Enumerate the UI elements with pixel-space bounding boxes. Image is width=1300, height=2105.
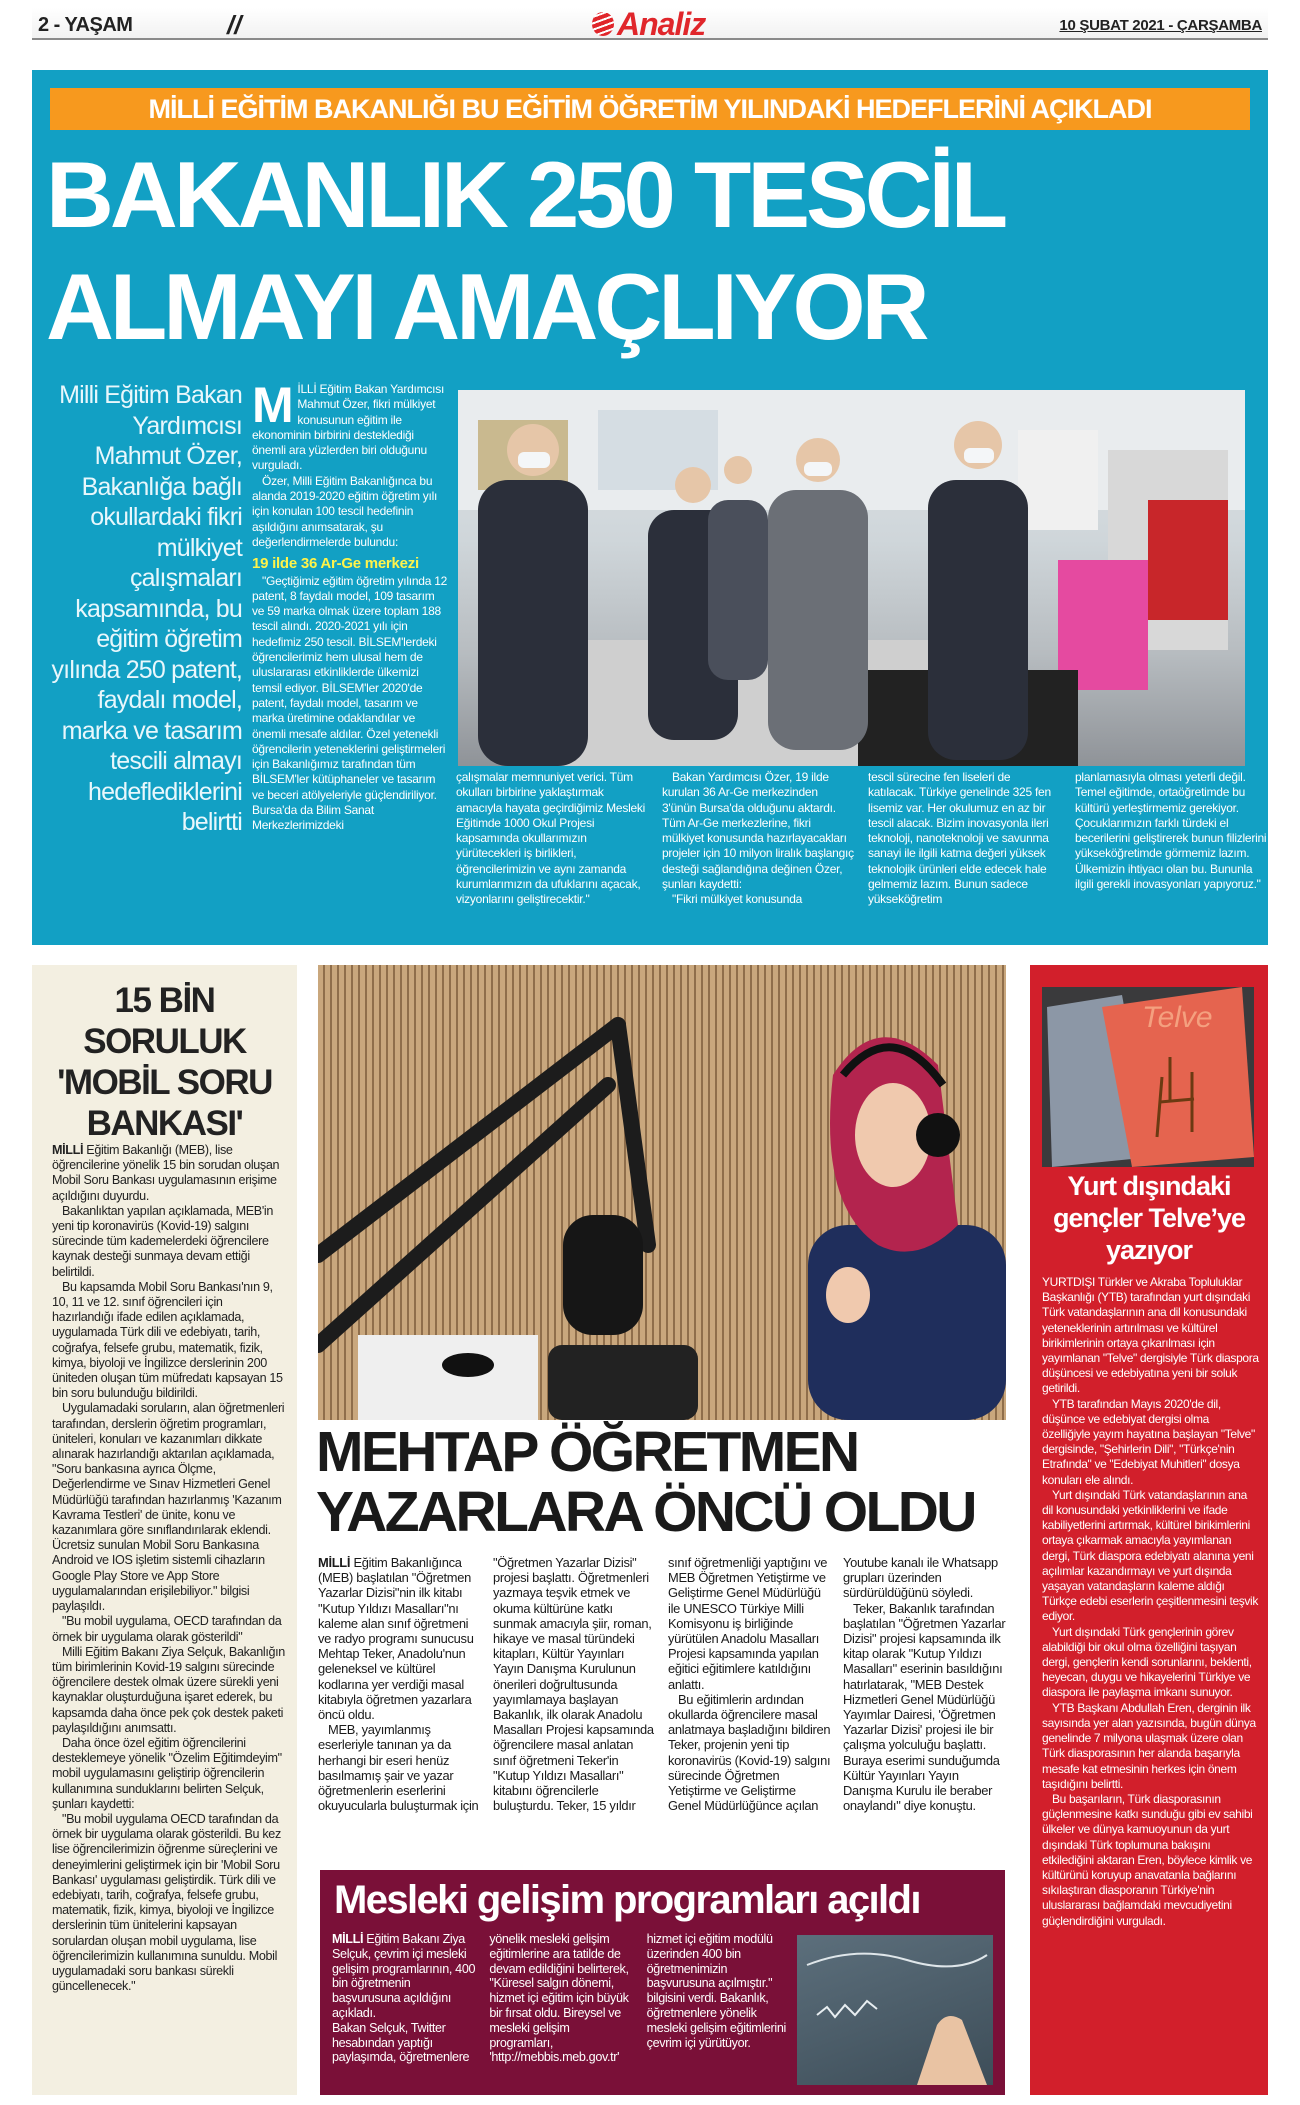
story-column-4 xyxy=(868,770,1060,940)
paragraph xyxy=(52,1645,287,1736)
telve-magazine-story xyxy=(1030,965,1268,2095)
paragraph-text: Bu kapsamda Mobil Soru Bankası'nın 9, 10, 11 ve 12. sınıf öğrencileri için hazırlandığı ifade edilen açıklamada, uygulamada Türk dili ve edebiyatı, tarih, coğrafya, felsefe grubu, matematik, fizik, kimya, biyoloji ve İngilizce derslerinin 200 üniteden oluşan tüm müfredatı kapsayan 15 bin soru bulunduğu bildirildi. xyxy=(52,1279,283,1401)
headline-line-1: BAKANLIK 250 TESCİL xyxy=(46,142,1005,247)
paragraph-text: Bakan Yardımcısı Özer, 19 ilde kurulan 36 Ar-Ge merkezinden 3'ünün Bursa'da olduğunu aktardı. Tüm Ar-Ge merkezlerine, fikri mülkiyet konusunda hazırlayacakları projeler için 10 milyon liralık başlangıç desteği sağlandığına değinen Özer, şunları kaydetti: xyxy=(662,770,854,892)
paragraph-text: YTB tarafından Mayıs 2020'de dil, düşünce ve edebiyat dergisi olma özelliğiyle yayım hayatına başlayan "Telve" dergisinde, "Şehirlerin Dili", "Türkçe'nin Etrafında" ve "Edebiyat Muhitleri" dosya konuları ele alındı. xyxy=(1042,1396,1255,1487)
photo-teacher-radio-studio xyxy=(318,965,1006,1420)
lead-word: MİLLİ xyxy=(52,1143,84,1157)
lead-word: MİLLİ xyxy=(332,1932,364,1946)
paragraph-text: YTB Başkanı Abdullah Eren, derginin ilk sayısında yer alan yazısında, bugün dünya genelinde 7 milyona ulaşmak üzere olan Türk diasporasının her alanda başarıyla mesafe kat etmesinin herkes için önem taşıdığını belirtti. xyxy=(1042,1700,1256,1791)
paragraph xyxy=(456,770,648,908)
paragraph xyxy=(1042,1397,1260,1488)
paragraph xyxy=(52,1614,287,1644)
paragraph-text: Yurt dışındaki Türk gençlerinin görev alabildiği bir okul olma özelliğini taşıyan dergi, gençlerin kendi sorunlarını, beklenti, heyecan, duygu ve hikayelerini Türkiye ve diaspora ile paylaşma imkanı sunuyor. xyxy=(1042,1624,1252,1700)
story-body xyxy=(52,1143,287,2088)
story-body xyxy=(1042,1275,1260,2090)
paragraph xyxy=(52,1736,287,1812)
paragraph xyxy=(1042,1792,1260,1929)
story-headline: MEHTAP ÖĞRETMEN YAZARLARA ÖNCÜ OLDU xyxy=(316,1420,975,1544)
paragraph xyxy=(843,1601,1006,1814)
paragraph-text: Bakan Selçuk, Twitter hesabından yaptığı paylaşımda, öğretmenlere yönelik mesleki gelişim eğitimlerine ara tatilde de devam edildiğini belirterek, "Küresel salgın dönemi, hizmet içi eğitim için büyük bir fırsat oldu. Bireysel ve mesleki gelişim programları, 'http://mebbis.meb.gov.tr' hizmet içi eğitim modülü üzerinden 400 bin öğretmenimizin başvurusuna açılmıştır." bilgisini verdi. Bakanlık, öğretmenlere yönelik mesleki gelişim eğitimlerini çevrim içi yürütüyor. xyxy=(332,1932,786,2065)
paragraph xyxy=(52,1204,287,1280)
section-label: 2 - YAŞAM xyxy=(38,14,133,36)
globe-logo-icon xyxy=(592,12,614,36)
paragraph xyxy=(332,1932,477,2021)
paragraph xyxy=(662,770,854,892)
paragraph-text: Eğitim Bakanı Ziya Selçuk, çevrim içi mesleki gelişim programlarının, 400 bin öğretmenin başvurusuna açıldığını açıkladı. xyxy=(332,1932,476,2020)
newspaper-logo xyxy=(592,8,705,40)
paragraph xyxy=(1042,1275,1260,1397)
story-body xyxy=(318,1555,1006,1860)
paragraph xyxy=(1042,1701,1260,1792)
story-column-5 xyxy=(1075,770,1267,940)
paragraph-text: çalışmalar memnuniyet verici. Tüm okulları birbirine yaklaştırmak amacıyla hayata geçirdiğimiz Mesleki Eğitimde 1000 Okul Projesi kapsamında okullarımızın yürütecekleri iş birlikleri, öğrencilerimizin ve aynı zamanda kurumlarımızın da ufuklarını açacak, vizyonlarını geliştirecektir." xyxy=(456,770,646,907)
issue-date: 10 ŞUBAT 2021 - ÇARŞAMBA xyxy=(1059,17,1262,34)
header-separator: // xyxy=(227,10,242,40)
main-story xyxy=(32,70,1268,945)
story-headline: Mesleki gelişim programları açıldı xyxy=(334,1878,920,1922)
photo-telve-magazines xyxy=(1042,987,1254,1167)
paragraph xyxy=(52,1812,287,1994)
paragraph-text: "Fikri mülkiyet konusunda xyxy=(672,892,803,907)
paragraph-text: Özer, Milli Eğitim Bakanlığınca bu alanda 2019-2020 eğitim öğretim yılı için konulan 100 tescil hedefinin aşıldığını anımsatarak, şu değerlendirmelerde bulundu: xyxy=(252,473,438,549)
paragraph-text: Eğitim Bakanlığı (MEB), lise öğrencilerine yönelik 15 bin sorudan oluşan Mobil Soru Bankası uygulamasının erişime açıldığını duyurdu. xyxy=(52,1143,280,1203)
story-column-2 xyxy=(456,770,648,940)
paragraph xyxy=(1042,1625,1260,1701)
paragraph xyxy=(318,1555,481,1722)
lead-word: MİLLİ xyxy=(318,1555,351,1570)
drop-cap: M xyxy=(252,382,294,433)
story-headline: 15 BİN SORULUK 'MOBİL SORU BANKASI' xyxy=(57,981,272,1143)
paragraph-text: Uygulamadaki soruların, alan öğretmenleri tarafından, derslerin öğretim programları, üniteleri, konuları ve kazanımları dikkate alınarak hazırlandığı aktarılan açıklamada, "Soru bankasına ayrıca Ölçme, Değerlendirme ve Sınav Hizmetleri Genel Müdürlüğü tarafından hazırlanmış 'Kazanım Kavrama Testleri' de ünite, konu ve kazanımlara göre sınıflandırılarak eklendi. Ücretsiz sunulan Mobil Soru Bankasına Android ve IOS işletim sistemli cihazların Google Play Store ve App Store uygulamalarından erişilebiliyor." bilgisi paylaşıldı. xyxy=(52,1401,285,1614)
logo-wordmark: Analiz xyxy=(617,6,706,42)
paragraph-text: planlamasıyla olması yeterli değil. Temel eğitimde, ortaöğretimde bu kültürü yerleştirmemiz gerekiyor. Çocuklarımızın farklı türdeki el becerilerini geliştirerek bunun filizlerini yükseköğretimde görmemiz lazım. Ülkemizin ihtiyacı olan bu. Bununla ilgili gerekli inovasyonları yapıyoruz." xyxy=(1075,770,1267,892)
story-column-3 xyxy=(662,770,854,940)
paragraph xyxy=(1075,770,1267,892)
paragraph-text: "Bu mobil uygulama OECD tarafından da örnek bir uygulama olarak gösterildi. Bu kez lise öğrencilerimizin öğrenme süreçlerini ve deneyimlerini geliştirmek için bir 'Mobil Soru Bankası' uygulaması geliştirdik. Türk dili ve edebiyatı, tarih, coğrafya, felsefe grubu, matematik, fizik, kimya, biyoloji ve İngilizce derslerinin tüm ünitelerini kapsayan sorulardan oluşan mobil uygulama, lise öğrencilerimizin kullanımına sunuldu. Mobil uygulamadaki soru bankası sürekli güncellenecek." xyxy=(52,1811,281,1994)
paragraph-text: Milli Eğitim Bakanı Ziya Selçuk, Bakanlığın tüm birimlerinin Kovid-19 salgını sürecinde öğrencilere destek olmak üzere sürekli yeni kaynaklar oluşturduğuna işaret ederek, bu kapsamda daha önce pek çok destek paketi paylaşıldığını anımsattı. xyxy=(52,1644,285,1735)
paragraph-text: Yurt dışındaki Türk vatandaşlarının ana dil konusundaki yetkinliklerini ve ifade kabiliyetlerini artırmak, kültürel birikimlerini ortaya çıkarmak amacıyla yayımlanan dergi, Türk diaspora edebiyatı alanına yeni açılımlar kazandırmayı ve yurt dışında yaşayan vatandaşların kaleme aldığı Türkçe edebi eserlerin çeşitlenmesini teşvik ediyor. xyxy=(1042,1487,1259,1624)
paragraph xyxy=(52,1280,287,1402)
paragraph-text: tescil sürecine fen liseleri de katılacak. Türkiye genelinde 325 fen lisemiz var. Her okulumuz en az bir tescil alacak. Bizim inovasyonla ileri teknoloji, nanoteknoloji ve savunma sanayi ile ilgili katma değeri yüksek teknolojik ürünleri elde edecek hale gelmemiz lazım. Bunun sadece yükseköğretim xyxy=(868,770,1051,907)
paragraph-text: "Geçtiğimiz eğitim öğretim yılında 12 patent, 8 faydalı model, 109 tasarım ve 59 marka olmak üzere toplam 188 tescil alındı. 2020-2021 yılı için hedefimiz 250 tescil. BİLSEM'lerdeki öğrencilerimiz hem ulusal hem de uluslararası etkinliklerde ülkemizi temsil ediyor. BİLSEM'ler 2020'de patent, faydalı model, tasarım ve marka üretimine odaklandılar ve önemli mesafe aldılar. Özel yetenekli öğrencilerin yeteneklerini geliştirmeleri için Bakanlığımız tarafından tüm BİLSEM'ler kütüphaneler ve tasarım ve beceri atölyeleriyle güçlendiriliyor. Bursa'da da Bilim Sanat Merkezlerimizdeki xyxy=(252,573,448,833)
subheading: 19 ilde 36 Ar-Ge merkezi xyxy=(252,555,419,573)
story-kicker: MİLLİ EĞİTİM BAKANLIĞI BU EĞİTİM ÖĞRETİM YILINDAKİ HEDEFLERİNİ AÇIKLADI xyxy=(50,88,1250,130)
headline-line-2: ALMAYI AMAÇLIYOR xyxy=(46,254,926,359)
paragraph-text: Daha önce özel eğitim öğrencilerini desteklemeye yönelik "Özelim Eğitimdeyim" mobil uygulamasını geliştirip öğrencilerin kullanımına sunduklarını belirten Selçuk, şunları kaydetti: xyxy=(52,1735,282,1811)
paragraph-text: MEB, yayımlanmış eserleriyle tanınan ya da herhangi bir eseri henüz basılmamış şair ve yazar öğretmenlerin eserlerini okuyucularla buluşturmak için "Öğretmen Yazarlar Dizisi" projesi başlattı. Öğretmenleri yazmaya teşvik etmek ve okuma kültürüne katkı sunmak amacıyla şiir, roman, hikaye ve masal türündeki kitapları, Kültür Yayınları Yayın Danışma Kurulunun önerileri doğrultusunda yayımlamaya başlayan Bakanlık, ilk olarak Anadolu Masalları Projesi kapsamında öğrencilere masal anlatan sınıf öğretmeni Teker'in "Kutup Yıldızı Masalları" kitabını öğrencilerle buluşturdu. Teker, 15 yıldır sınıf öğretmenliği yaptığını ve MEB Öğretmen Yetiştirme ve Geliştirme Genel Müdürlüğü ile UNESCO Türkiye Milli Komisyonu iş birliğinde yürütülen Anadolu Masalları Projesi kapsamında yapılan eğitici eğitimlere katıldığını anlattı. xyxy=(318,1555,828,1814)
paragraph-text: İLLİ Eğitim Bakan Yardımcısı Mahmut Özer, fikri mülkiyet konusunun eğitim ile ekonominin birbirini desteklediği önemli ara yüzlerden biri olduğunu vurguladı. xyxy=(252,382,445,473)
magazine-cover-title: Telve xyxy=(1142,1001,1213,1034)
paragraph-text: YURTDIŞI Türkler ve Akraba Topluluklar Başkanlığı (YTB) tarafından yurt dışındaki Türk vatandaşlarının ana dil konusundaki yeteneklerinin artırılması ve kültürel birikimlerinin ortaya çıkarılması için yayımlanan "Telve" dergisiyle Türk diaspora düşüncesi ve edebiyatına yeni bir soluk getirildi. xyxy=(1042,1275,1259,1396)
paragraph xyxy=(1042,1488,1260,1625)
page-header xyxy=(32,8,1268,40)
paragraph-text: Bu başarıların, Türk diasporasının güçlenmesine katkı sunduğu gibi ev sahibi ülkeler ve dünya kamuoyunun da yurt dışındaki Türk toplumuna bakışını etkilediğini aktaran Eren, böylece kimlik ve kültürünü koruyup anavatanla bağlarını sıkılaştıran diasporanın Türkiye'nin uluslararası bağlamdaki mevcudiyetini güçlendirdiğini vurguladı. xyxy=(1042,1791,1253,1928)
story-photo-officials-lab xyxy=(458,390,1245,766)
paragraph-text: Eğitim Bakanlığınca (MEB) başlatılan "Öğretmen Yazarlar Dizisi"nin ilk kitabı "Kutup Yıldızı Masalları"nı kaleme alan sınıf öğretmeni ve radyo programı sunucusu Mehtap Teker, Anadolu'nun geleneksel ve kültürel kodlarına yer verdiği masal kitabıyla öğretmen yazarlara öncü oldu. xyxy=(318,1555,474,1723)
paragraph-text: Teker, Bakanlık tarafından başlatılan "Öğretmen Yazarlar Dizisi" projesi kapsamında ilk kitap olarak "Kutup Yıldızı Masalları" eserinin basıldığını hatırlatarak, "MEB Destek Hizmetleri Genel Müdürlüğü Yayımlar Dairesi, 'Öğretmen Yazarlar Dizisi' projesi ile bir çalışma yolculuğu başlattı. Buraya eserimi sunduğumda Kültür Yayınları Yayın Danışma Kurulu ile beraber onaylandı" diye konuştu. xyxy=(843,1600,1006,1814)
photo-chalkboard-hand xyxy=(797,1935,993,2085)
story-column-1 xyxy=(252,382,448,1002)
paragraph xyxy=(662,892,854,907)
story-deck: Milli Eğitim Bakan Yardımcısı Mahmut Özer, Bakanlığa bağlı okullardaki fikri mülkiyet çalışmaları kapsamında, bu eğitim öğretim yılında 250 patent, faydalı model, marka ve tasarım tescili almayı hedeflediklerini belirtti xyxy=(51,381,242,836)
mobile-question-bank-story xyxy=(32,965,297,2095)
paragraph xyxy=(252,474,448,550)
paragraph-text: Bakanlıktan yapılan açıklamada, MEB'in yeni tip koronavirüs (Kovid-19) salgını sürecinde tüm kademelerdeki öğrencilere kaynak desteği sunmaya devam ettiği belirtildi. xyxy=(52,1203,274,1279)
paragraph-text: "Bu mobil uygulama, OECD tarafından da örnek bir uygulama olarak gösterildi" xyxy=(52,1614,282,1644)
paragraph xyxy=(252,574,448,834)
paragraph xyxy=(52,1401,287,1614)
story-headline: Yurt dışındaki gençler Telve’ye yazıyor xyxy=(1052,1171,1246,1265)
paragraph xyxy=(868,770,1060,908)
story-body xyxy=(332,1932,792,2092)
paragraph-text: Bu eğitimlerin ardından okullarda öğrencilere masal anlatmaya başladığını bildiren Teker, projenin yeni tip koronavirüs (Kovid-19) salgını sürecinde Öğretmen Yetiştirme ve Geliştirme Genel Müdürlüğünce açılan Youtube kanalı ile Whatsapp grupları üzerinden sürdürüldüğünü söyledi. xyxy=(668,1555,998,1814)
paragraph xyxy=(52,1143,287,1204)
professional-development-story xyxy=(320,1870,1005,2095)
